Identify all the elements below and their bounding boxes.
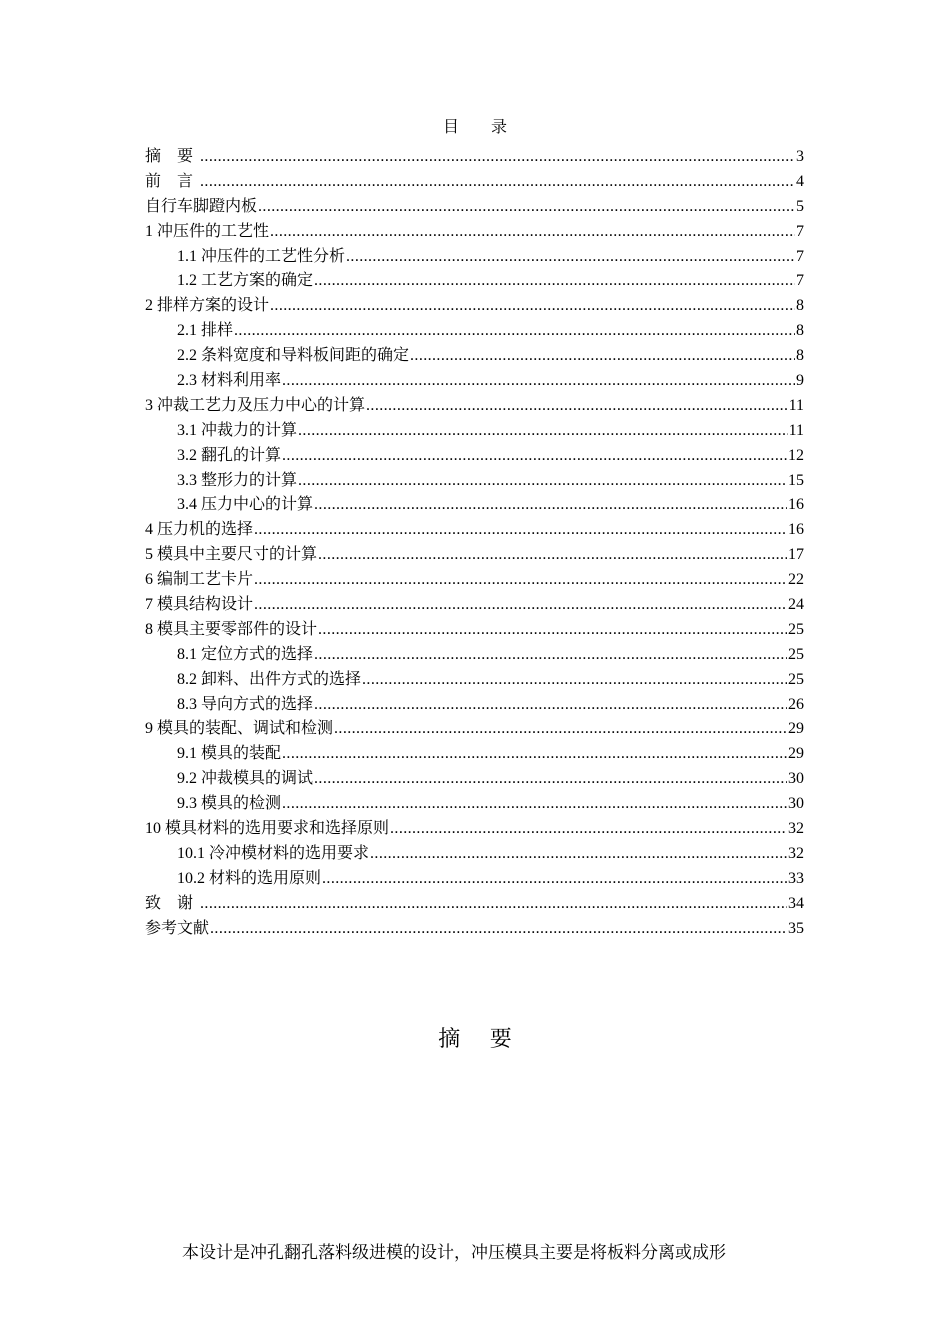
toc-entry-label: 参考文献 (145, 919, 210, 937)
toc-entry[interactable] (145, 892, 804, 917)
toc-dot-leader (200, 892, 787, 917)
toc-entry[interactable] (145, 643, 804, 668)
toc-dot-leader (254, 568, 787, 593)
toc-entry-label: 10.1 冷冲模材料的选用要求 (177, 844, 370, 862)
toc-entry-page: 7 (796, 222, 804, 240)
toc-entry[interactable] (145, 817, 804, 842)
toc-entry-page: 16 (788, 496, 804, 514)
toc-entry-page: 32 (788, 820, 804, 838)
toc-dot-leader (318, 543, 787, 568)
toc-entry[interactable] (145, 693, 804, 718)
toc-dot-leader (298, 419, 788, 444)
toc-entry[interactable] (145, 170, 804, 195)
toc-entry[interactable] (145, 792, 804, 817)
toc-dot-leader (346, 245, 795, 270)
toc-entry[interactable] (145, 369, 804, 394)
toc-dot-leader (318, 618, 787, 643)
toc-entry-page: 32 (788, 844, 804, 862)
toc-dot-leader (200, 145, 795, 170)
table-of-contents (145, 145, 804, 942)
toc-entry-label: 8 模具主要零部件的设计 (145, 620, 318, 638)
toc-dot-leader (282, 444, 787, 469)
toc-entry-page: 8 (796, 322, 804, 340)
toc-entry-label: 4 压力机的选择 (145, 521, 254, 539)
toc-dot-leader (200, 170, 795, 195)
toc-dot-leader (234, 319, 795, 344)
toc-dot-leader (282, 742, 787, 767)
toc-entry-page: 12 (788, 446, 804, 464)
toc-entry-label: 3.4 压力中心的计算 (177, 496, 314, 514)
toc-dot-leader (314, 643, 787, 668)
toc-entry[interactable] (145, 245, 804, 270)
toc-entry[interactable] (145, 220, 804, 245)
toc-dot-leader (322, 867, 787, 892)
toc-entry-label: 8.2 卸料、出件方式的选择 (177, 670, 362, 688)
toc-entry-page: 11 (788, 421, 804, 439)
toc-entry-page: 16 (788, 521, 804, 539)
toc-entry[interactable] (145, 294, 804, 319)
toc-dot-leader (270, 220, 795, 245)
toc-entry-label: 1 冲压件的工艺性 (145, 222, 270, 240)
toc-entry-page: 11 (788, 396, 804, 414)
toc-entry-label: 3 冲裁工艺力及压力中心的计算 (145, 396, 366, 414)
toc-entry-page: 8 (796, 347, 804, 365)
toc-entry[interactable] (145, 867, 804, 892)
toc-dot-leader (314, 269, 795, 294)
toc-entry-page: 29 (788, 745, 804, 763)
toc-entry[interactable] (145, 917, 804, 942)
toc-dot-leader (254, 518, 787, 543)
toc-entry-page: 5 (796, 197, 804, 215)
toc-entry-label: 前 言 (145, 172, 200, 190)
toc-entry-page: 26 (788, 695, 804, 713)
toc-entry[interactable] (145, 767, 804, 792)
toc-entry-label: 10.2 材料的选用原则 (177, 869, 322, 887)
toc-entry-page: 29 (788, 720, 804, 738)
toc-entry-label: 2.2 条料宽度和导料板间距的确定 (177, 347, 410, 365)
toc-entry[interactable] (145, 618, 804, 643)
toc-entry[interactable] (145, 269, 804, 294)
toc-entry[interactable] (145, 469, 804, 494)
toc-entry-page: 17 (788, 546, 804, 564)
toc-entry[interactable] (145, 145, 804, 170)
toc-dot-leader (334, 717, 787, 742)
toc-entry-label: 自行车脚蹬内板 (145, 197, 258, 215)
toc-entry-label: 9.1 模具的装配 (177, 745, 282, 763)
toc-entry-page: 25 (788, 645, 804, 663)
toc-entry-page: 30 (788, 770, 804, 788)
toc-entry[interactable] (145, 444, 804, 469)
toc-dot-leader (254, 593, 787, 618)
toc-entry[interactable] (145, 319, 804, 344)
toc-entry-page: 33 (788, 869, 804, 887)
toc-entry-page: 22 (788, 571, 804, 589)
toc-dot-leader (410, 344, 795, 369)
toc-dot-leader (314, 493, 787, 518)
toc-entry-label: 9 模具的装配、调试和检测 (145, 720, 334, 738)
toc-dot-leader (370, 842, 787, 867)
toc-entry-label: 9.3 模具的检测 (177, 795, 282, 813)
toc-entry-label: 7 模具结构设计 (145, 596, 254, 614)
toc-dot-leader (298, 469, 787, 494)
toc-entry-label: 8.1 定位方式的选择 (177, 645, 314, 663)
abstract-heading: 摘 要 (438, 1026, 524, 1051)
toc-entry-page: 7 (796, 247, 804, 265)
toc-entry-page: 25 (788, 670, 804, 688)
toc-entry-label: 1.2 工艺方案的确定 (177, 272, 314, 290)
toc-entry[interactable] (145, 493, 804, 518)
toc-dot-leader (282, 792, 787, 817)
toc-entry-label: 1.1 冲压件的工艺性分析 (177, 247, 346, 265)
toc-entry-label: 3.2 翻孔的计算 (177, 446, 282, 464)
toc-entry-page: 8 (796, 297, 804, 315)
toc-entry[interactable] (145, 742, 804, 767)
toc-dot-leader (258, 195, 795, 220)
toc-entry-label: 10 模具材料的选用要求和选择原则 (145, 820, 390, 838)
abstract-first-line: 本设计是冲孔翻孔落料级进模的设计，冲压模具主要是将板料分离或成形 (182, 1243, 726, 1262)
toc-dot-leader (362, 668, 787, 693)
toc-entry-page: 3 (796, 148, 804, 165)
toc-dot-leader (270, 294, 795, 319)
toc-entry[interactable] (145, 419, 804, 444)
toc-entry-page: 34 (788, 894, 804, 912)
toc-entry[interactable] (145, 518, 804, 543)
toc-dot-leader (366, 394, 788, 419)
toc-entry-page: 30 (788, 795, 804, 813)
toc-dot-leader (282, 369, 795, 394)
toc-entry[interactable] (145, 717, 804, 742)
toc-entry-label: 3.1 冲裁力的计算 (177, 421, 298, 439)
toc-entry-page: 15 (788, 471, 804, 489)
toc-entry[interactable] (145, 543, 804, 568)
toc-entry-page: 24 (788, 596, 804, 614)
toc-entry-label: 5 模具中主要尺寸的计算 (145, 546, 318, 564)
toc-entry-page: 9 (796, 372, 804, 390)
toc-entry[interactable] (145, 593, 804, 618)
toc-entry[interactable] (145, 668, 804, 693)
toc-title: 目 录 (442, 119, 521, 136)
toc-entry-label: 3.3 整形力的计算 (177, 471, 298, 489)
toc-entry-page: 25 (788, 620, 804, 638)
toc-entry[interactable] (145, 842, 804, 867)
toc-entry-page: 7 (796, 272, 804, 290)
toc-entry-page: 4 (796, 172, 804, 190)
toc-entry-label: 摘 要 (145, 148, 200, 165)
toc-entry-label: 8.3 导向方式的选择 (177, 695, 314, 713)
toc-entry-label: 9.2 冲裁模具的调试 (177, 770, 314, 788)
toc-dot-leader (314, 767, 787, 792)
toc-entry-label: 致 谢 (145, 894, 200, 912)
toc-entry-label: 6 编制工艺卡片 (145, 571, 254, 589)
toc-entry[interactable] (145, 195, 804, 220)
toc-dot-leader (314, 693, 787, 718)
toc-entry[interactable] (145, 344, 804, 369)
toc-entry-page: 35 (788, 919, 804, 937)
toc-dot-leader (210, 917, 787, 942)
toc-entry[interactable] (145, 568, 804, 593)
toc-entry-label: 2.3 材料利用率 (177, 372, 282, 390)
toc-entry-label: 2.1 排样 (177, 322, 234, 340)
toc-dot-leader (390, 817, 787, 842)
toc-entry-label: 2 排样方案的设计 (145, 297, 270, 315)
toc-entry[interactable] (145, 394, 804, 419)
